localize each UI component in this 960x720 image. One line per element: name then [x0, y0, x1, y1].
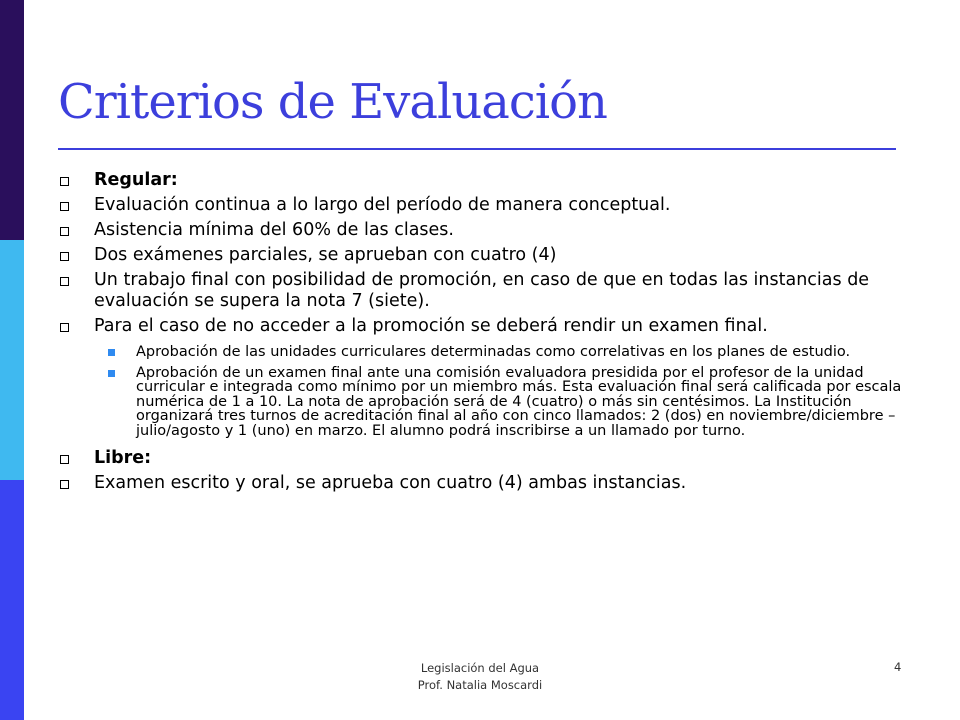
square-bullet-icon	[60, 323, 69, 332]
bullet-text: Regular:	[94, 170, 178, 190]
square-bullet-icon	[60, 252, 69, 261]
bullet-libre	[58, 448, 904, 469]
bullet-evaluacion-continua	[58, 195, 904, 216]
bullet-text: Examen escrito y oral, se aprueba con cuatro (4) ambas instancias.	[94, 473, 687, 493]
subbullet-text: Aprobación de las unidades curriculares determinadas como correlativas en los planes de estudio.	[136, 344, 851, 360]
square-bullet-icon	[60, 277, 69, 286]
slide-content	[58, 170, 904, 498]
side-bar-top	[0, 0, 24, 240]
bullet-asistencia	[58, 220, 904, 241]
bullet-examen-escrito	[58, 473, 904, 494]
square-bullet-icon	[60, 202, 69, 211]
bullet-text: Dos exámenes parciales, se aprueban con cuatro (4)	[94, 245, 557, 265]
square-bullet-icon	[60, 177, 69, 186]
subbullet-text: Aprobación de un examen final ante una comisión evaluadora presidida por el profesor de la unidad curricular e integrada como mínimo por un miembro más. Esta evaluación final será calificada por escala numérica de 1 a 10. La nota de aprobación será de 4 (cuatro) o más sin centésimos. La Institución organizará tres turnos de acreditación final al año con cinco llamados: 2 (dos) en noviembre/diciembre – julio/agosto y 1 (uno) en marzo. El alumno podrá inscribirse a un llamado por turno.	[136, 364, 902, 439]
slide-title: Criterios de Evaluación	[58, 74, 607, 130]
square-bullet-icon	[60, 227, 69, 236]
subbullet-examen-comision	[58, 366, 904, 439]
bullet-trabajo-final	[58, 270, 904, 312]
bullet-text: Libre:	[94, 448, 152, 468]
square-bullet-icon	[60, 480, 69, 489]
bullet-text: Evaluación continua a lo largo del período de manera conceptual.	[94, 195, 671, 215]
title-underline	[58, 148, 896, 150]
side-bar-bottom	[0, 480, 24, 720]
footer-course: Legislación del Agua	[420, 661, 540, 675]
bullet-text: Un trabajo final con posibilidad de promoción, en caso de que en todas las instancias de evaluación se supera la nota 7 (siete).	[94, 270, 870, 311]
bullet-examen-final	[58, 316, 904, 337]
square-subbullet-icon	[108, 370, 115, 377]
square-subbullet-icon	[108, 349, 115, 356]
side-bar-middle	[0, 240, 24, 480]
bullet-text: Para el caso de no acceder a la promoción se deberá rendir un examen final.	[94, 316, 768, 336]
page-number: 4	[894, 660, 902, 674]
square-bullet-icon	[60, 455, 69, 464]
bullet-parciales	[58, 245, 904, 266]
subbullet-correlativas	[58, 345, 904, 360]
footer-professor: Prof. Natalia Moscardi	[417, 678, 543, 692]
bullet-regular	[58, 170, 904, 191]
bullet-text: Asistencia mínima del 60% de las clases.	[94, 220, 454, 240]
footer	[380, 660, 580, 694]
